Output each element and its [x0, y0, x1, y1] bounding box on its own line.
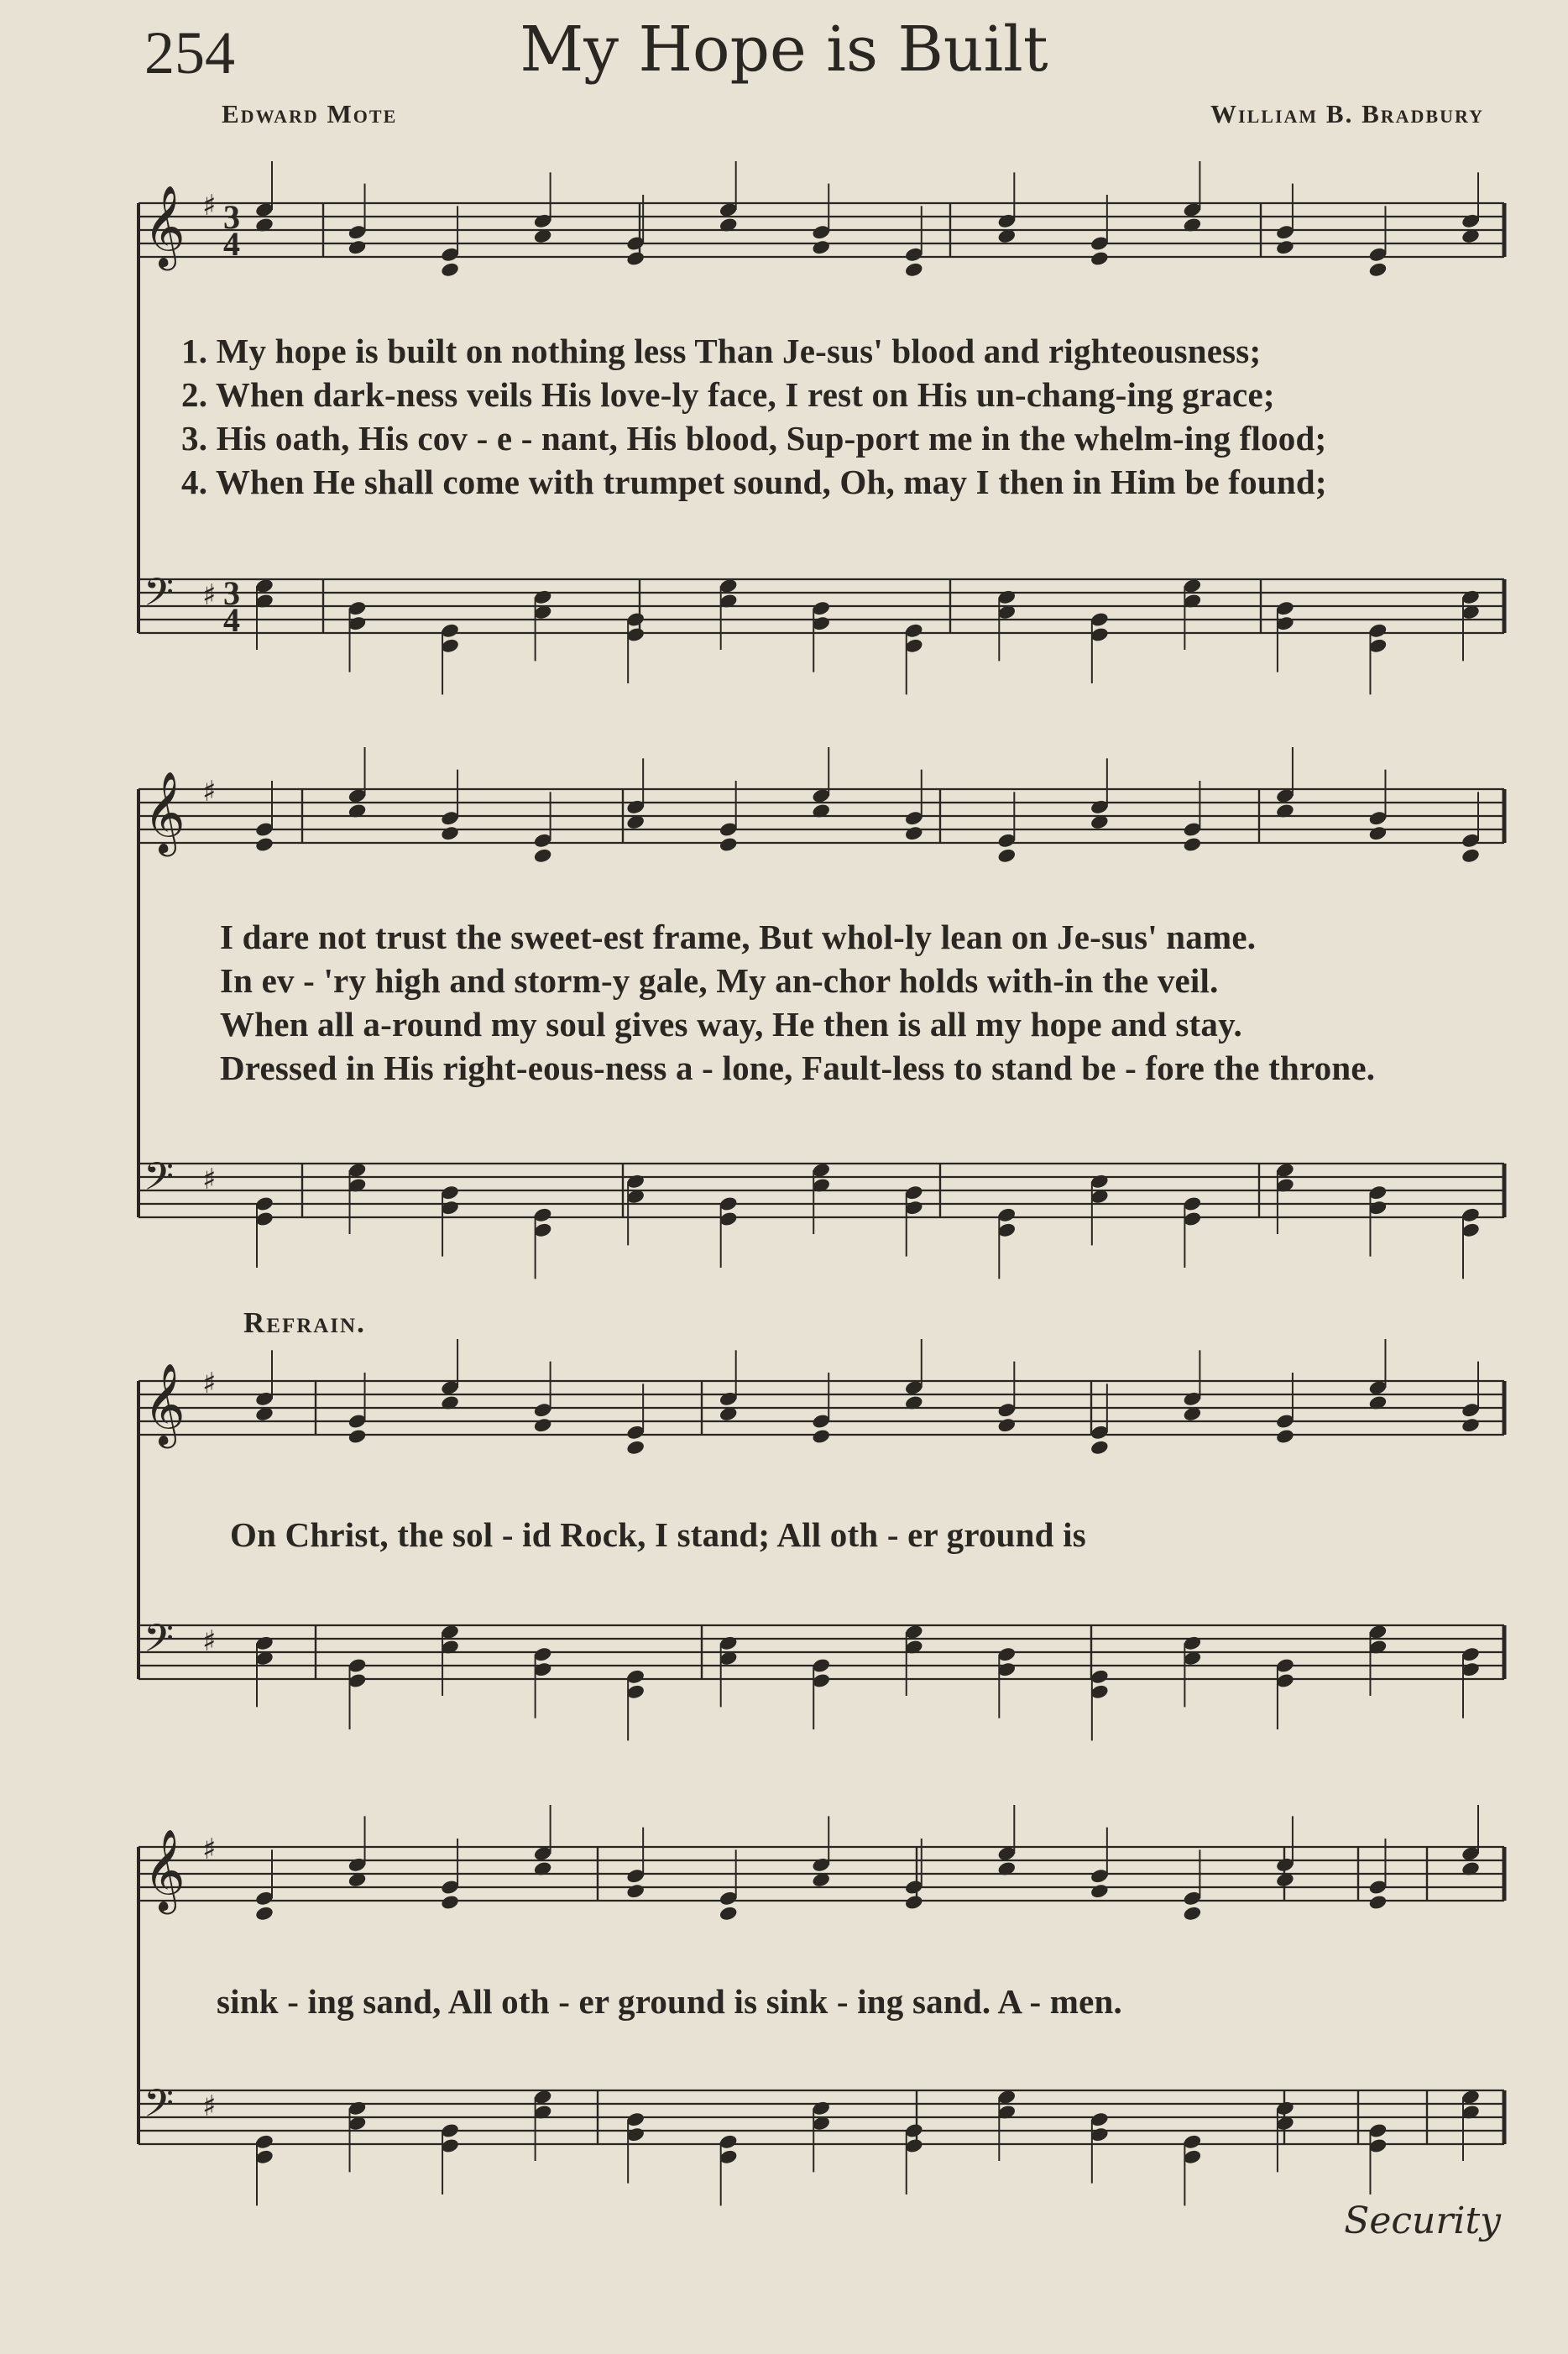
stanza-1-line-b: I dare not trust the sweet-est frame, But whol-ly lean on Je-sus' name. [220, 918, 1257, 956]
composer-credit: William B. Bradbury [1210, 99, 1484, 128]
note-head [811, 239, 831, 256]
note-head [997, 1417, 1017, 1434]
sharp-icon: ♯ [202, 1624, 217, 1658]
note-head [997, 847, 1017, 864]
note-head [1368, 1894, 1388, 1911]
hymn-title: My Hope is Built [520, 13, 1048, 86]
treble-clef-icon: 𝄞 [144, 771, 186, 853]
note-head [533, 847, 553, 864]
treble-clef-icon: 𝄞 [144, 1363, 186, 1445]
note-head [533, 1417, 553, 1434]
sharp-icon: ♯ [202, 1833, 217, 1866]
refrain-line-1: On Christ, the sol - id Rock, I stand; All oth - er ground is [230, 1515, 1086, 1554]
note-head [254, 1905, 274, 1922]
note-head [904, 1894, 924, 1911]
note-head [625, 1439, 645, 1456]
note-head [440, 825, 460, 842]
treble-clef-icon: 𝄞 [144, 185, 186, 267]
stanza-4-line-b: Dressed in His right-eous-ness a - lone, Fault-less to stand be - fore the throne. [220, 1049, 1376, 1087]
note-head [1090, 250, 1110, 267]
note-head [1461, 847, 1481, 864]
note-head [719, 1905, 739, 1922]
bass-clef-icon: 𝄢 [144, 2081, 175, 2136]
note-head [904, 261, 924, 278]
note-head [719, 836, 739, 853]
refrain-label: Refrain. [243, 1306, 366, 1339]
time-signature: 4 [223, 601, 240, 639]
refrain-line-2: sink - ing sand, All oth - er ground is sink - ing sand. A - men. [217, 1982, 1122, 2021]
stanza-2-line-a: 2. When dark-ness veils His love-ly face, I rest on His un-chang-ing grace; [181, 375, 1275, 414]
bass-clef-icon: 𝄢 [144, 1154, 175, 1209]
note-head [904, 825, 924, 842]
note-head [348, 239, 368, 256]
sharp-icon: ♯ [202, 2090, 217, 2123]
note-head [1368, 825, 1388, 842]
time-signature: 3 [223, 198, 240, 236]
stanza-2-line-b: In ev - 'ry high and storm-y gale, My an-chor holds with-in the veil. [220, 961, 1219, 1000]
hymn-number: 254 [144, 19, 235, 86]
author-credit: Edward Mote [222, 99, 398, 128]
note-head [1090, 1883, 1110, 1900]
bass-clef-icon: 𝄢 [144, 1616, 175, 1671]
note-head [625, 250, 645, 267]
sharp-icon: ♯ [202, 189, 217, 222]
stanza-4-line-a: 4. When He shall come with trumpet sound, Oh, may I then in Him be found; [181, 463, 1327, 501]
topic-label: Security [1344, 2200, 1501, 2242]
note-head [348, 1428, 368, 1445]
time-signature: 4 [223, 225, 240, 263]
note-head [1090, 1439, 1110, 1456]
stanza-1-line-a: 1. My hope is built on nothing less Than Je-sus' blood and righteousness; [181, 332, 1262, 370]
note-head [625, 1883, 645, 1900]
note-head [254, 836, 274, 853]
note-head [1275, 1428, 1295, 1445]
note-head [1183, 836, 1203, 853]
sharp-icon: ♯ [202, 578, 217, 612]
note-head [1461, 1417, 1481, 1434]
stanza-3-line-a: 3. His oath, His cov - e - nant, His blood, Sup-port me in the whelm-ing flood; [181, 419, 1327, 458]
stanza-3-line-b: When all a-round my soul gives way, He then is all my hope and stay. [220, 1005, 1242, 1044]
note-head [440, 1894, 460, 1911]
note-head [1275, 239, 1295, 256]
sharp-icon: ♯ [202, 1367, 217, 1400]
sharp-icon: ♯ [202, 1163, 217, 1196]
note-head [1368, 261, 1388, 278]
note-head [1183, 1905, 1203, 1922]
note-head [440, 261, 460, 278]
treble-clef-icon: 𝄞 [144, 1828, 186, 1911]
time-signature: 3 [223, 574, 240, 612]
sharp-icon: ♯ [202, 775, 217, 808]
note-head [811, 1428, 831, 1445]
bass-clef-icon: 𝄢 [144, 570, 175, 625]
